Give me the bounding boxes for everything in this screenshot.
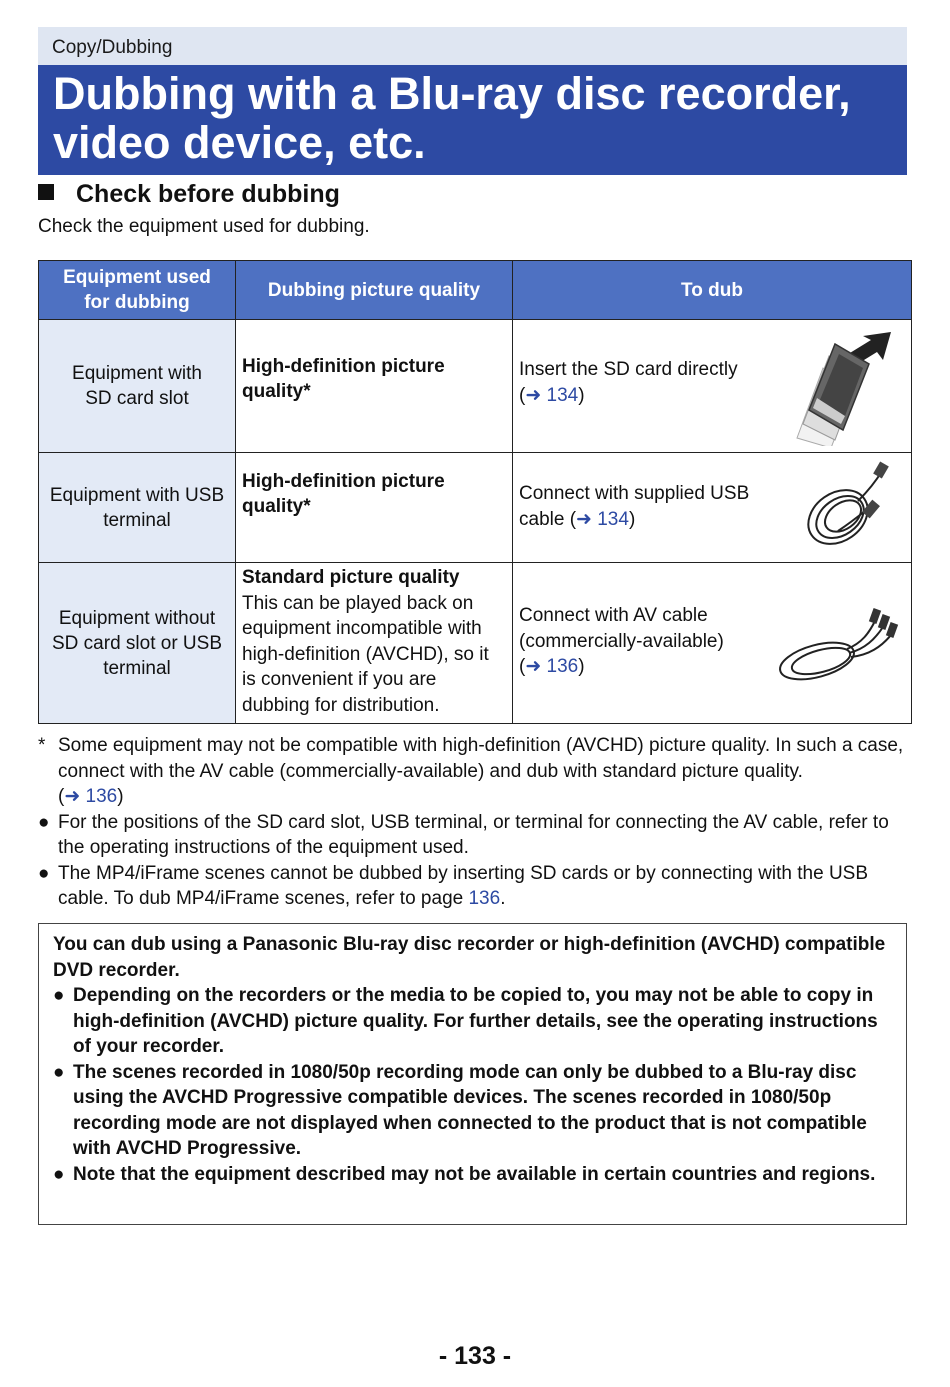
av-cable-icon [777, 603, 899, 687]
table-row [39, 453, 912, 563]
info-box-intro: You can dub using a Panasonic Blu-ray disc recorder or high-definition (AVCHD) compatible DVD recorder. [53, 934, 886, 981]
header-equipment: Equipment used for dubbing [39, 261, 236, 320]
arrow-icon: ➜ [525, 656, 542, 677]
table-row [39, 563, 912, 724]
bullet-icon: ● [38, 811, 50, 833]
bullet-note: ● For the positions of the SD card slot, USB terminal, or terminal for connecting the AV cable, refer to the operating instructions of the equipment used. [38, 811, 889, 858]
arrow-icon: ➜ [64, 786, 81, 807]
intro-text: Check the equipment used for dubbing. [38, 216, 370, 237]
section-bar [38, 27, 907, 65]
header-quality: Dubbing picture quality [236, 261, 513, 320]
arrow-icon: ➜ [576, 508, 592, 530]
section-label: Copy/Dubbing [52, 37, 173, 58]
page-link-136[interactable]: ➜ 136 [525, 656, 579, 677]
equipment-cell: Equipment without SD card slot or USB terminal [39, 563, 236, 724]
notes [38, 733, 908, 912]
subheading-text: Check before dubbing [76, 180, 340, 208]
equipment-table [38, 260, 912, 724]
to-dub-cell: Connect with supplied USB cable (➜ 134) [513, 453, 912, 563]
to-dub-cell: Insert the SD card directly (➜ 134) [513, 320, 912, 453]
bullet-icon: ● [53, 1061, 65, 1083]
equipment-cell: Equipment with USB terminal [39, 453, 236, 563]
info-box [38, 923, 907, 1225]
info-bullet: ● Note that the equipment described may not be available in certain countries and regions. [53, 1162, 898, 1188]
bullet-icon: ● [53, 985, 65, 1006]
bullet-note: ● The MP4/iFrame scenes cannot be dubbed by inserting SD cards or by connecting with the USB cable. To dub MP4/iFrame scenes, refer to page 136. [38, 862, 869, 909]
equipment-cell: Equipment with SD card slot [39, 320, 236, 453]
dub-instruction: Insert the SD card directly [519, 359, 738, 380]
bullet-icon: ● [53, 1163, 65, 1185]
dub-instruction: Connect with AV cable (commercially-available) [519, 605, 724, 652]
page-title: Dubbing with a Blu-ray disc recorder, video device, etc. [53, 68, 851, 168]
page-link-134[interactable]: ➜ 134 [576, 508, 629, 530]
asterisk-mark: * [38, 735, 46, 756]
usb-cable-icon [798, 461, 898, 555]
page-number: - 133 - [438, 1342, 512, 1370]
dub-instruction: Connect with supplied USB cable [519, 483, 750, 530]
sd-card-icon [783, 328, 898, 446]
arrow-icon: ➜ [525, 384, 542, 406]
subheading [38, 180, 340, 209]
table-row [39, 320, 912, 453]
square-bullet-icon [38, 184, 54, 200]
quality-heading: Standard picture quality [242, 567, 460, 588]
quality-cell [236, 563, 513, 724]
quality-cell: High-definition picture quality* [236, 320, 513, 453]
to-dub-cell: Connect with AV cable (commercially-available) (➜ 136) [513, 563, 912, 724]
page-link-136[interactable]: ➜ 136 [64, 786, 118, 807]
header-to-dub: To dub [513, 261, 912, 320]
page-link-134[interactable]: ➜ 134 [525, 384, 579, 406]
quality-description: This can be played back on equipment incompatible with high-definition (AVCHD), so it is convenient if you are dubbing for distribution. [242, 592, 489, 716]
info-bullet: ● The scenes recorded in 1080/50p recording mode can only be dubbed to a Blu-ray disc using the AVCHD Progressive compatible devices. The scenes recorded in 1080/50p recording mode are not displayed when connected to the product that is not compatible with AVCHD Progressive. [53, 1061, 867, 1159]
page-link-136[interactable]: 136 [468, 888, 501, 909]
title-bar [38, 65, 907, 175]
info-bullet: ● Depending on the recorders or the media to be copied to, you may not be able to copy in high-definition (AVCHD) picture quality. For further details, see the operating instructions of your recorder. [53, 985, 878, 1057]
bullet-icon: ● [38, 862, 50, 884]
quality-cell: High-definition picture quality* [236, 453, 513, 563]
asterisk-note: * Some equipment may not be compatible with high-definition (AVCHD) picture quality. In such a case, connect with the AV cable (commercially-available) and dub with standard picture quality. (➜ 136) [38, 735, 904, 807]
table-header-row [39, 261, 912, 320]
